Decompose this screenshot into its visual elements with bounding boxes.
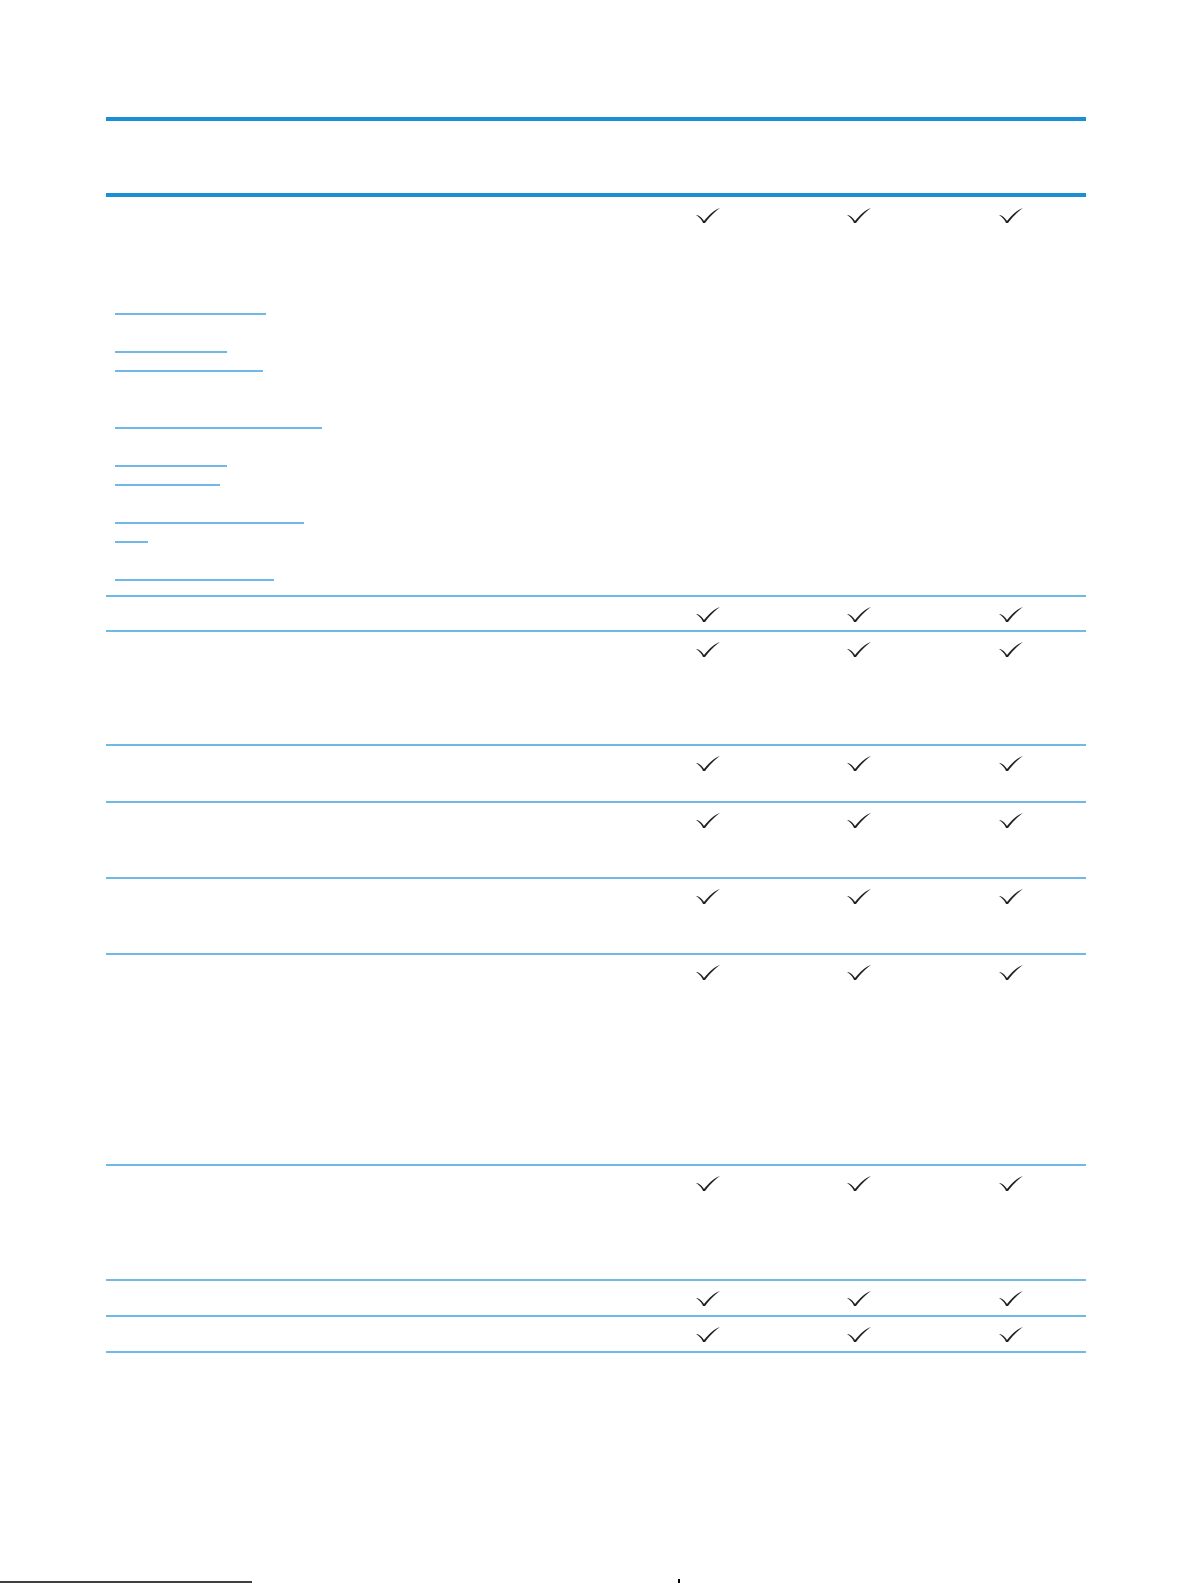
check-icon [999, 756, 1023, 771]
check-icon [696, 1291, 720, 1306]
check-icon [847, 756, 871, 771]
check-icon [999, 1291, 1023, 1306]
check-icon [999, 1327, 1023, 1342]
check-icon [999, 813, 1023, 828]
check-icon [696, 1176, 720, 1191]
check-icon [696, 642, 720, 657]
check-icon [696, 756, 720, 771]
check-icon [847, 889, 871, 904]
check-icon [847, 965, 871, 980]
check-icon [696, 813, 720, 828]
check-icon [847, 813, 871, 828]
check-icon [999, 607, 1023, 622]
check-icon [999, 889, 1023, 904]
check-icon [696, 208, 720, 223]
check-icon [847, 1176, 871, 1191]
check-icon [696, 1327, 720, 1342]
check-icon [696, 607, 720, 622]
page-mark [678, 1579, 680, 1583]
check-icon [999, 642, 1023, 657]
check-icon [847, 208, 871, 223]
check-icon [696, 965, 720, 980]
check-icon [999, 1176, 1023, 1191]
check-icon [847, 607, 871, 622]
check-icon [999, 965, 1023, 980]
check-icon [847, 1291, 871, 1306]
check-icon [696, 889, 720, 904]
check-icon [999, 208, 1023, 223]
check-icon [847, 1327, 871, 1342]
check-icon [847, 642, 871, 657]
